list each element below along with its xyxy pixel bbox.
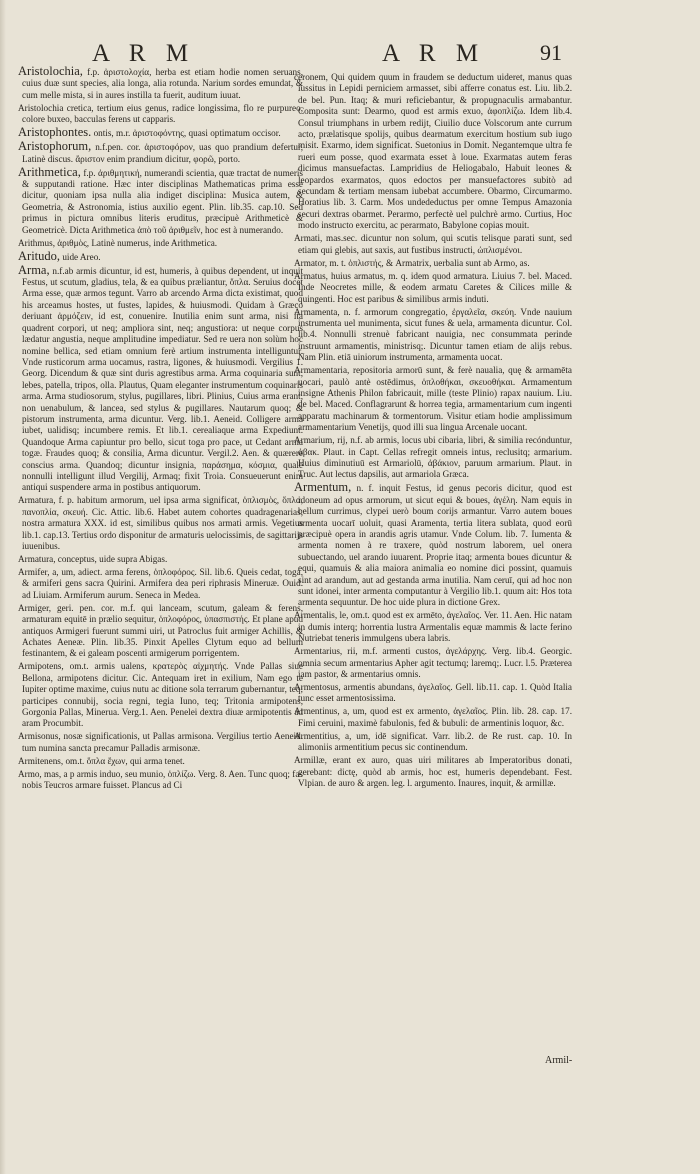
dictionary-entry (18, 769, 303, 792)
entry-headword: Arma, (18, 262, 50, 277)
entry-text: Armamenta, n. f. armorum congregatio, ἐργαλεῖα, σκεύη. Vnde nauium instrumenta uel munimenta, sicut funes & uela, armamenta dicuntur. Col. lib.4. Nonnulli strenuè fabricant nauigia, nec consummata perinde instruunt armamentis, ministrisq;. Dicuntur tamen etiam de alijs rebus. Nam Plin. etiā uiniorum instrumenta, armamenta uocat. (294, 306, 572, 363)
dictionary-entry (294, 755, 572, 789)
entry-text: n. f. inquit Festus, id genus pecoris dicitur, quod est idoneum ad opus armorum, ut sicut equi & boues, ἀγέλη. Nam equis in bellum currimus, clypei uerò boum corijs armantur. Varro autem boues armenta uocarī uoluit, quasi Aramenta, tertia litera sublata, quod eorū præcipuè opera in arandis agris utamur. Vnde Colum. lib. 7. Iumenta & armenta nomen à re traxere, quòd nostrum laborem, uel onera subuectando, uel arando iuuarent. Proprie itaq; armenta boues dicuntur & equi, quamuis & alia maiora animalia eo nomine dici possint, quamuis sint ad arandum, aut ad gestanda arma inutilia. Nam ceruī, qui ad hoc non sunt idonei, inter armenta computantur à Vergilio lib.1. quum ait: Hos tota armenta sequuntur. De hoc uide plura in dictione Grex. (298, 483, 572, 608)
dictionary-entry (18, 603, 303, 660)
entry-text: Armiger, geri. pen. cor. m.f. qui lanceam, scutum, galeam & ferens, armaturam equitē in prælio sequitur, ὁπλοφόρος, ὑπασπιστής. Et plane apud antiquos Armigeri fuerunt summi uiri, ut Patroclus fuit armiger Achillis, & Achates Aeneæ. Plin. lib.35. Pinxit Apelles Clytum equo ad bellum festinantem, & ei galeam poscenti armigerum porrigentem. (18, 602, 303, 659)
dictionary-entry (294, 271, 572, 305)
dictionary-entry (18, 756, 303, 767)
entry-headword: Aristophontes. (18, 125, 92, 140)
entry-text: Armentarius, rii, m.f. armenti custos, ἀγελάρχης. Verg. lib.4. Georgic. omnia secum armentarius Apher agit tectumq; laremq;. Lucr. l.5. Præterea iam pastor, & armentarius omnis. (294, 646, 572, 680)
dictionary-entry (18, 567, 303, 601)
entry-headword: Armentum, (294, 480, 352, 495)
dictionary-entry (18, 238, 303, 249)
page-number: 91 (540, 40, 562, 65)
entry-text: Armo, mas, a p armis induo, seu munio, ὁπλίζω. Verg. 8. Aen. Tunc quoq; fas nobis Teucros armare fuisset. Plancus ad Ci (18, 768, 303, 791)
entry-headword: Aritudo, (18, 248, 61, 263)
dictionary-entry (294, 682, 572, 705)
dictionary-entry (18, 661, 303, 729)
dictionary-entry (294, 610, 572, 644)
entry-text: Armipotens, om.t. armis ualens, κρατερὸς αἰχμητής. Vnde Pallas siue Bellona, armipotens dicitur. Cic. Antequam iret in exilium, Nam ego te Iupiter optime maxime, cuius nutu ac ditione sola terrarum gubernantur, teq; participes connubij, socia regni, tegia Iuno, teq; Tritonia armipotens, Gorgonia Pallas, Minerua. Verg.1. Aen. Penelei dextra diuæ armipotentis ad aram Procumbit. (18, 661, 303, 729)
dictionary-entry (18, 554, 303, 565)
entry-text: Arithmus, ἀριθμὸς, Latinè numerus, inde Arithmetica. (18, 237, 218, 248)
entry-text: Armentalis, le, om.t. quod est ex armēto, ἀγελαῖος. Ver. 11. Aen. Hic natam in dumis interq; horrentia lustra Armentalis equæ mammis & lacte ferino Nutriebat teneris immulgens ubera labris. (294, 610, 572, 644)
entry-text: Armifer, a, um, adiect. arma ferens, ὁπλοφόρος. Sil. lib.6. Queis cedat, toga, & armiferi gens sacra Quirini. Armifera dea peri riphrasis Mineruæ. Ouid. ad Liuiam. Armiferum aurum. Seneca in Medea. (18, 567, 303, 600)
entry-text: Armatura, conceptus, uide supra Abigas. (18, 554, 168, 564)
entry-text: n.f.pen. cor. ἀριστοφόρον, uas quo prandium defertur, Latinè discus. ἄριστον enim prandium dicitur, φορῶ, porto. (22, 142, 303, 164)
entry-text: f.p. ἀριστολοχία, herba est etiam hodie nomen seruans, cuius duæ sunt species, alia longa, alia rotunda. Narium sordes emundat, & cum melle mista, si in aures instilla ta fuerit, auditum iuuat. (22, 67, 303, 100)
dictionary-entry (18, 164, 303, 236)
entry-text: n.f.ab armis dicuntur, id est, humeris, à quibus dependent, ut inquit Festus, ut scutum, gladius, tela, & ea quibus præliantur, ὅπλα. Seruius docet Arma esse, quæ armos tegunt. Varro ab arcendo Arma dicta existimat, quod his arceamus hostes, ut fustes, lapides, & huiusmodi. Quidam à Græco deriuant ἀρμόζειν, id est, conuenire. Inutilia enim sunt arma, nisi ita quadrent corpori, ut neq; ampliora sint, neq; angustiora: ut neque corpus lædatur angustia, neque amplitudine impediatur. Sed re uera non solùm hoc nomine bellica, sed etiam omnium ferè artium instrumenta intelliguntur. Vnde rusticorum arma uocamus, rastra, ligones, & huiusmodi. Vergilius 1. Georg. Dicendum & quæ sint duris agrestibus arma. Arma coquinaria sunt, lebes, patella, tripos, olla. Plautus, Quam eleganter instrumentum coquinaris arma. Arma studiosorum, stylus, pugillares, libri. Plinius, Cuius arma erant, non uenabulum, & lancea, sed stylus & pugillares. Nautarum quoq; & pistorum instrumenta, arma dicuntur. Verg. lib.1. Aeneid. Colligere arma iubet, ualidisq; incumbere remis. Et lib.1. cerealiaque arma Expediunt. Quandoque Arma capiuntur pro bello, sicut toga pro pace, ut Cedant arma togæ. Fraudes quoq; & consilia, Arma dicuntur. Vergil.2. Aen. & quærere conscius arma. Quandoq; dicuntur insignia, παράσημα, κόσμια, quale nonnulli intelligunt illud Vergilij, Armaq; fixit Troia. Consueuerunt enim antiqui suspendere arma in postibus antiquorum. (22, 265, 303, 493)
entry-text: Armentinus, a, um, quod est ex armento, ἀγελαῖος. Plin. lib. 28. cap. 17. Fimi ceruini, maximè fabulonis, fed & bubuli: de armentinis loquor, &c. (294, 706, 572, 728)
entry-text: Armatura, f. p. habitum armorum, uel ipsa arma significat, ὁπλισμὸς, ὅπλα, πανοπλία, σκευή. Cic. Attic. lib.6. Habet autem cohortes quadragenarias, nostra armatura XXX. id est, similibus quibus nos armati armis. Vegetius lib.1. cap.13. Tertius ordo disponitur de armaturis uelocissimis, de sagittarijs iuuenibus. (18, 495, 303, 551)
entry-text: Aristolochia cretica, tertium eius genus, radice longissima, flo re purpureo, colore buxeo, bacculas ferens ut capparis. (18, 102, 303, 125)
dictionary-entry (294, 365, 572, 433)
dictionary-entry (18, 495, 303, 552)
entry-text: ontis, m.r. ἀριστοφόντης, quasi optimatum occisor. (93, 128, 281, 139)
dictionary-entry (18, 262, 303, 494)
entry-text: Armator, m. t. ὁπλιστής, & Armatrix, uerbalia sunt ab Armo, as. (294, 257, 530, 268)
dictionary-entry (18, 66, 303, 101)
entry-text: Armillæ, erant ex auro, quas uiri militares ab Imperatoribus donati, gerebant: dictę, quòd ab armis, hoc est, humeris dependebant. Fest. Vlpian. de auro & argen. leg. l. argumento. Inaures, inquit, & armillæ. (294, 755, 572, 789)
dictionary-entry (18, 103, 303, 126)
dictionary-entry (294, 706, 572, 729)
dictionary-entry (18, 731, 303, 754)
entry-text: Armentitius, a, um, idē significat. Varr. lib.2. de Re rust. cap. 10. In alimoniis armentitium pecus sic continendum. (294, 730, 572, 753)
catchword: Armil- (545, 1055, 573, 1066)
entry-text: ceronem, Qui quidem quum in fraudem se deductum uideret, manus quas iussitus in Lepidi perniciem armasset, sibi afferre conatus est. Liu. lib.2. de bel. Pun. Itaq; & muri reficiebantur, & propugnaculis armabantur. Composita sunt: Dearmo, quod est armis exuo, ἀφοπλίζω. Idem lib.4. Consul triumphans in urbem redijt, Ciuilio duce Volscorum ante currum acto, prælatisque spolijs, quibus dearmatum exercitum hostium sub iugo misit. Exarmo, idem significat. Suetonius in Domit. Negantemque ultra fe rueri eum posse, quod exarmata esset à loue. Exarmatas autem feras dicimus mansuefactas. Lampridius de Heliogabalo, Habuit leones & leopardos exarmatos, quos edoctos per mansuefactores subitò ad secundam & tertiam mensam iubebat accumbere. Obarmo, Circumarmo. Horatius lib. 3. Carm. Mos undedeductus per omne Tempus Amazonia securi dextras obarmet. Perarmo, perfectè uel pulchrè armo. Curtius, Hoc modo instructo exercitu, ac perarmato, Babylone copias mouit. (294, 72, 572, 231)
entry-text: Armisonus, nosæ significationis, ut Pallas armisona. Vergilius tertio Aeneid. tum numina sancta precamur Palladis armisonæ. (18, 731, 303, 753)
dictionary-entry (294, 435, 572, 481)
left-column (18, 66, 303, 1086)
right-column (294, 72, 572, 1072)
running-head-right: A R M (382, 40, 486, 67)
page-gutter-shadow (0, 0, 6, 1174)
entry-headword: Aristophorum, (18, 139, 92, 154)
entry-text: Armentosus, armentis abundans, ἀγελαῖος. Gell. lib.11. cap. 1. Quòd Italia tunc esset armentosissima. (294, 682, 572, 704)
entry-text: f.p. ἀριθμητική, numerandi scientia, quæ tractat de numeris & supputandi ratione. Hæc inter disciplinas Mathematicas prima esse dicitur, quoniam ipsa nulla alia indiget disciplina: Musica autem, & Geometria, & Astronomia, istius auxilio egent. Plin. lib.35. cap.10. Sed primus in pictura omnibus literis eruditus, præcipuè Arithmeticè & Geometricè. Dicta Arithmetica ἀπὸ τοῦ ἀριθμεῖν, hoc est à numerando. (22, 167, 303, 235)
entry-headword: Arithmetica, (18, 164, 81, 179)
dictionary-entry (294, 258, 572, 269)
dictionary-entry (18, 141, 303, 165)
dictionary-entry (294, 646, 572, 680)
dictionary-entry (18, 127, 303, 139)
entry-text: Armamentaria, repositoria armorū sunt, & ferè naualia, quę & armamēta uocari, paulò antè ostēdimus, ὁπλοθήκαι, σκευοθήκαι. Armamentum insigne Athenis Philon fabricauit, mille (teste Plinio) rapax nauium. Liu. de bel. Maced. Conflagrarunt & horrea tegia, armamentarium cum ingenti apparatu machinarum & tormentorum. Visitur etiam hodie amplissimum armamentarium Venetijs, quod illi sua lingua Arcenale uocant. (294, 365, 572, 433)
running-head-left: A R M (92, 40, 196, 67)
entry-headword: Aristolochia, (18, 66, 83, 78)
dictionary-entry (18, 248, 303, 263)
dictionary-entry (294, 307, 572, 364)
entry-text: Armatus, huius armatus, m. q. idem quod armatura. Liuius 7. bel. Maced. Inde Neocretes mille, & eodem armatu Caretes & Cilices mille & quingenti. Hoc est paribus & similibus armis induti. (294, 270, 572, 304)
dictionary-entry (294, 482, 572, 608)
entry-text: uide Areo. (62, 251, 101, 262)
dictionary-entry (294, 72, 572, 232)
entry-text: Armarium, rij, n.f. ab armis, locus ubi cibaria, libri, & similia recónduntur, ἀβακ. Plaut. in Capt. Cellas refregit omneis intus, reclusitq; armarium. Huius diminutiuū est Armariolū, ἀβάκιον, paruum armarium. Plaut. in Truc. Aut lectus dapsilis, aut armariola Græca. (294, 435, 572, 480)
dictionary-entry (294, 233, 572, 256)
dictionary-entry (294, 731, 572, 754)
entry-text: Armitenens, om.t. ὅπλα ἔχων, qui arma tenet. (18, 755, 185, 766)
entry-text: Armati, mas.sec. dicuntur non solum, qui scutis telisque parati sunt, sed etiam qui glebis, aut saxis, aut fustibus instructi, ὡπλισμένοι. (294, 233, 572, 255)
